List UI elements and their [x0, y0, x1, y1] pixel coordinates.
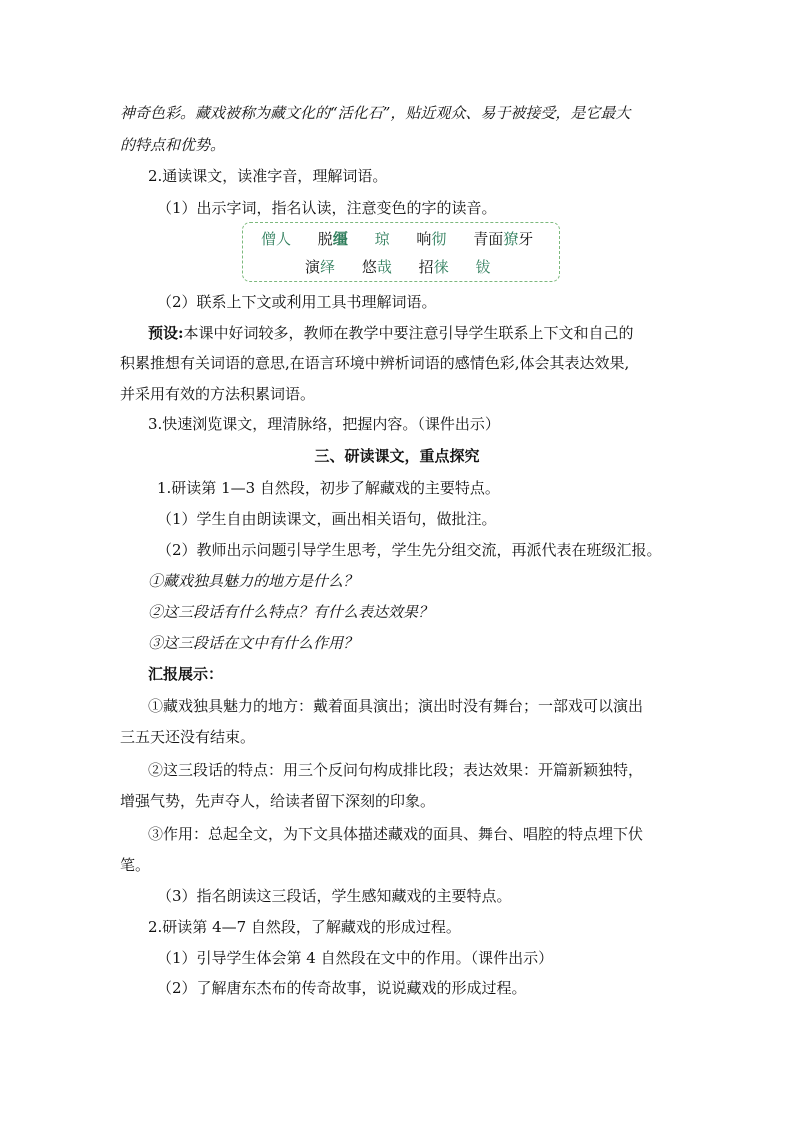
step-3-heading: 3.快速浏览课文，理清脉络，把握内容。（课件出示） [148, 415, 500, 433]
vocab-word: 钹 [475, 258, 491, 276]
preset-line-1: 预设:本课中好词较多，教师在教学中要注意引导学生联系上下文和自己的 [148, 324, 634, 342]
vocab-word: 演绎 [305, 258, 336, 276]
answer-2-line-1: ②这三段话的特点：用三个反问句构成排比段；表达效果：开篇新颖独特， [148, 761, 644, 779]
study-2-heading: 2.研读第 4—7 自然段，了解藏戏的形成过程。 [148, 918, 461, 936]
paragraph-line: 神奇色彩。藏戏被称为藏文化的“活化石”，贴近观众、易于被接受，是它最大 [120, 104, 631, 122]
study-1-item-3: （3）指名朗读这三段话，学生感知藏戏的主要特点。 [157, 887, 512, 905]
study-1-item-1: （1）学生自由朗读课文，画出相关语句，做批注。 [157, 510, 497, 528]
study-1-item-2: （2）教师出示问题引导学生思考，学生先分组交流，再派代表在班级汇报。 [157, 541, 662, 559]
preset-label: 预设: [148, 324, 184, 342]
vocab-word: 脱缰 [317, 230, 348, 248]
vocabulary-box [242, 222, 560, 282]
vocab-word: 悠哉 [361, 258, 392, 276]
vocab-word: 招徕 [418, 258, 449, 276]
study-2-item-1: （1）引导学生体会第 4 自然段在文中的作用。（课件出示） [157, 949, 554, 967]
section-heading: 三、研读课文，重点探究 [314, 447, 480, 465]
vocab-row-2 [305, 257, 490, 277]
report-label: 汇报展示： [148, 665, 224, 683]
vocab-row-1 [261, 229, 533, 249]
vocab-word: 响彻 [416, 230, 447, 248]
question-2: ②这三段话有什么特点？有什么表达效果？ [148, 603, 434, 621]
step-2-item-2: （2）联系上下文或利用工具书理解词语。 [157, 293, 437, 311]
step-2-item-1: （1）出示字词，指名认读，注意变色的字的读音。 [157, 199, 497, 217]
question-1: ①藏戏独具魅力的地方是什么？ [148, 572, 359, 590]
paragraph-line: 的特点和优势。 [120, 136, 226, 154]
vocab-word: 青面獠牙 [473, 230, 534, 248]
answer-1-line-1: ①藏戏独具魅力的地方：戴着面具演出；演出时没有舞台；一部戏可以演出 [148, 697, 644, 715]
study-2-item-2: （2）了解唐东杰布的传奇故事，说说藏戏的形成过程。 [157, 979, 527, 997]
answer-2-line-2: 增强气势，先声夺人，给读者留下深刻的印象。 [120, 792, 436, 810]
study-1-heading: 1.研读第 1—3 自然段，初步了解藏戏的主要特点。 [157, 479, 500, 497]
vocab-word: 僧人 [261, 230, 292, 248]
preset-line-3: 并采用有效的方法积累词语。 [120, 385, 316, 403]
vocab-word: 琼 [374, 230, 390, 248]
step-2-heading: 2.通读课文，读准字音，理解词语。 [148, 167, 388, 185]
answer-1-line-2: 三五天还没有结束。 [120, 728, 256, 746]
question-3: ③这三段话在文中有什么作用？ [148, 634, 359, 652]
preset-line-2: 积累推想有关词语的意思,在语言环境中辨析词语的感情色彩,体会其表达效果, [120, 354, 630, 372]
answer-3-line-1: ③作用：总起全文，为下文具体描述藏戏的面具、舞台、唱腔的特点埋下伏 [148, 825, 644, 843]
answer-3-line-2: 笔。 [120, 856, 151, 874]
